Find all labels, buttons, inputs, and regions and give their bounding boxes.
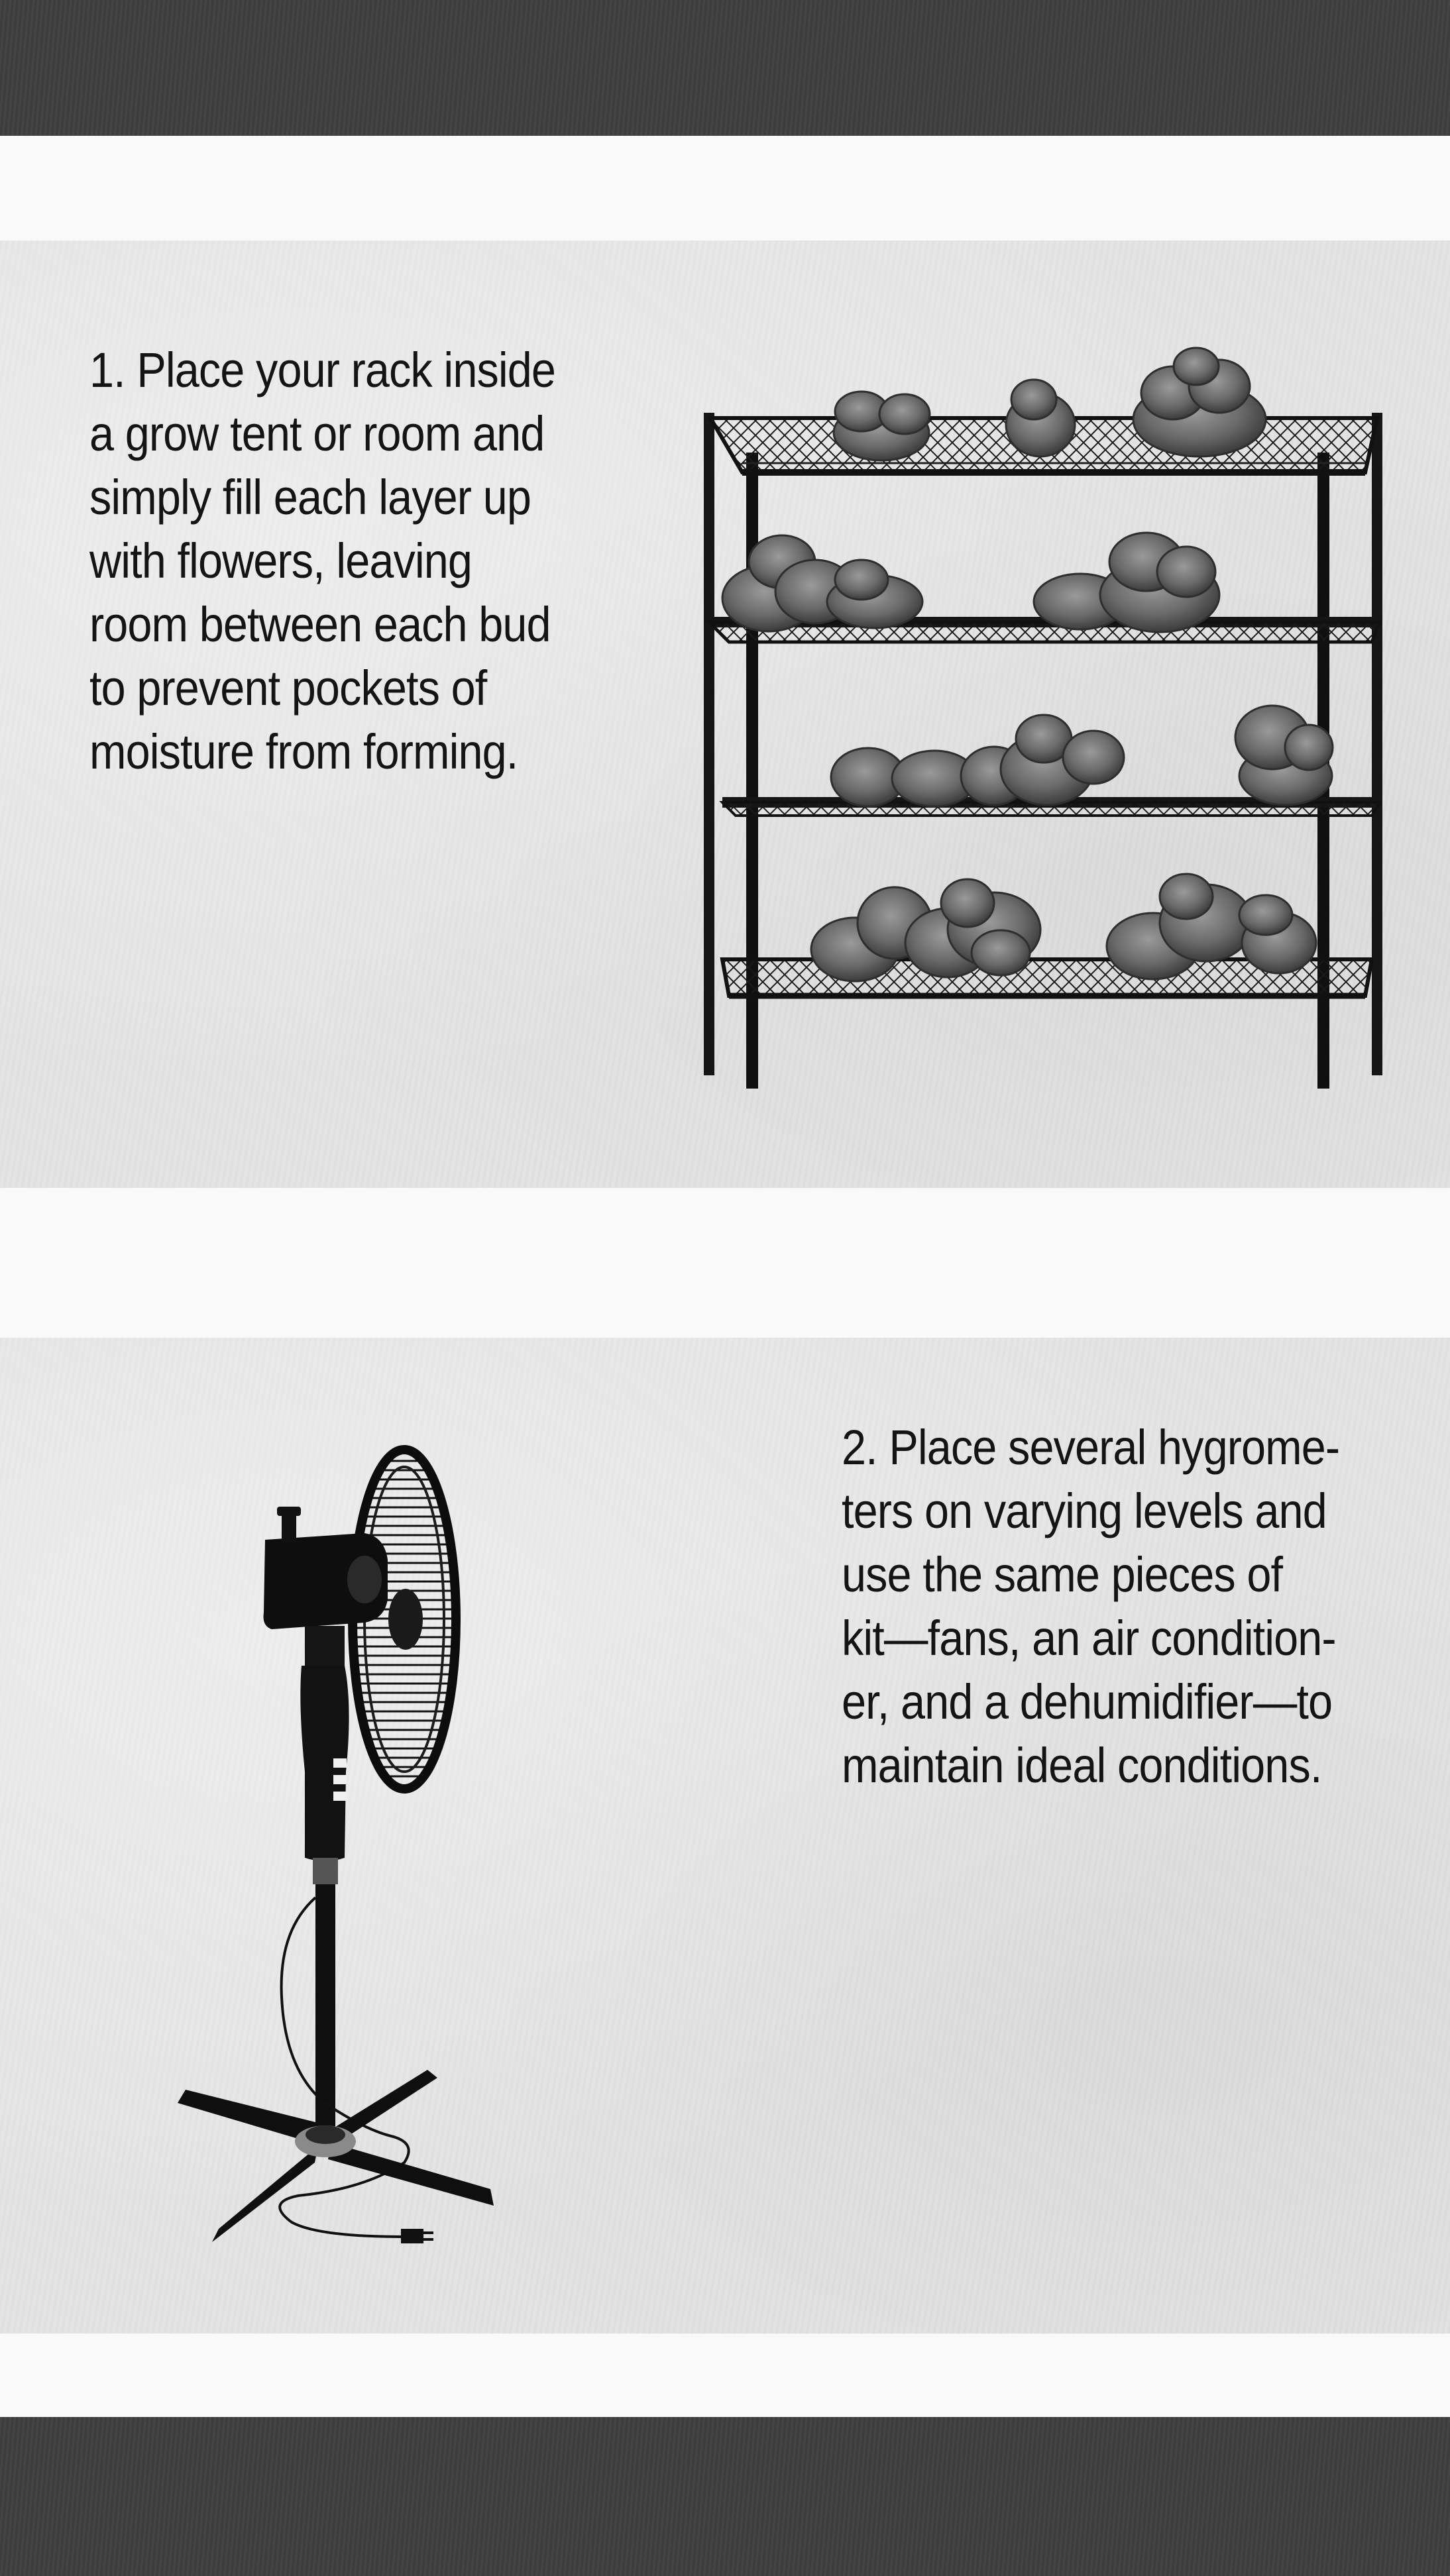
top-separator — [0, 136, 1450, 241]
step-2-panel — [0, 1338, 1450, 2334]
step-2-text: 2. Place several hygrome- ters on varying levels and use the same pieces of kit—fans, an air condition- er, and a dehumidifier—to maintain ideal conditions. — [842, 1420, 1340, 1793]
middle-separator — [0, 1188, 1450, 1338]
bottom-separator — [0, 2334, 1450, 2417]
standing-fan-illustration — [166, 1401, 510, 2282]
wire-drying-rack-with-buds-illustration — [683, 333, 1398, 1102]
bottom-dark-band — [0, 2417, 1450, 2576]
top-dark-band — [0, 0, 1450, 136]
step-1-text: 1. Place your rack inside a grow tent or room and simply fill each layer up with flowers, leaving room between each bud to prevent pockets of moisture from forming. — [89, 343, 556, 779]
step-1-panel — [0, 241, 1450, 1188]
